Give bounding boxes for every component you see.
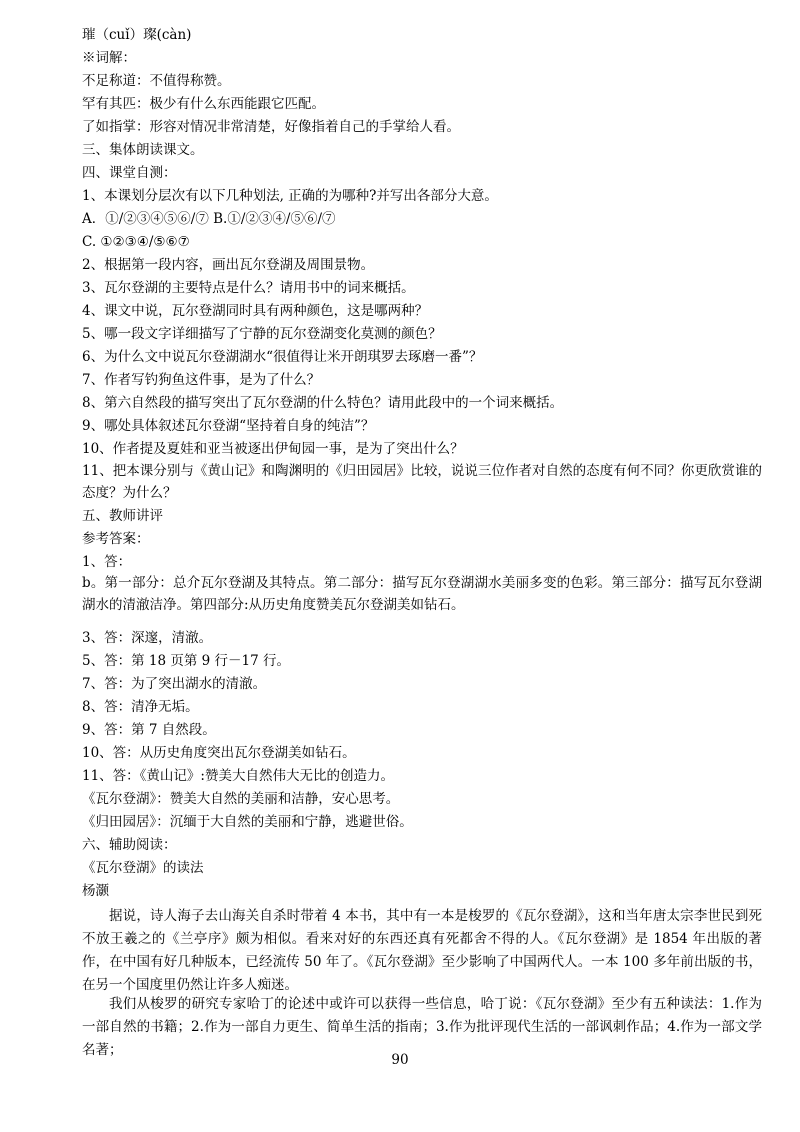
article-title: 《瓦尔登湖》的读法 [82,860,204,876]
vocab-heading: ※词解： [82,50,136,66]
question: 8、第六自然段的描写突出了瓦尔登湖的什么特色？请用此段中的一个词来概括。 [82,395,564,411]
question-11: 11、把本课分别与《黄山记》和陶渊明的《归田园居》比较，说说三位作者对自然的态度有何不同？你更欣赏谁的态度？为什么？ [82,463,762,501]
question: 6、为什么文中说瓦尔登湖湖水“很值得让米开朗琪罗去琢磨一番”？ [82,349,483,365]
answer-paragraph: b。第一部分：总介瓦尔登湖及其特点。第二部分：描写瓦尔登湖湖水美丽多变的色彩。第三部分：描写瓦尔登湖湖水的清澈洁净。第四部分:从历史角度赞美瓦尔登湖美如钻石。 [82,575,762,613]
vocab-item: 不足称道：不值得称赞。 [82,73,231,89]
vocab-item: 了如指掌：形容对情况非常清楚，好像指着自己的手掌给人看。 [82,119,460,135]
question-option: A．①/②③④⑤⑥/⑦ B.①/②③④/⑤⑥/⑦ [82,211,336,227]
article-author: 杨灏 [82,883,109,899]
answer: 11、答：《黄山记》:赞美大自然伟大无比的创造力。 [82,768,394,784]
question: 5、哪一段文字详细描写了宁静的瓦尔登湖变化莫测的颜色？ [82,326,442,342]
pinyin-line: 璀（cuǐ）璨(càn) [82,27,192,43]
page-number: 90 [391,1052,409,1068]
question: 10、作者提及夏娃和亚当被逐出伊甸园一事，是为了突出什么？ [82,441,464,457]
question: 4、课文中说，瓦尔登湖同时具有两种颜色，这是哪两种？ [82,303,429,319]
article-paragraph: 我们从梭罗的研究专家哈丁的论述中或许可以获得一些信息，哈丁说：《瓦尔登湖》至少有五种读法：1.作为一部自然的书籍；2.作为一部自力更生、简单生活的指南；3.作为批评现代生活的一部讽刺作品；4.作为一部文学名著； [82,996,762,1058]
vocab-item: 罕有其匹：极少有什么东西能跟它匹配。 [82,96,325,112]
answer: 1、答： [82,554,132,570]
answer: 《归田园居》：沉缅于大自然的美丽和宁静，逃避世俗。 [82,814,413,830]
question: 7、作者写钓狗鱼这件事，是为了什么？ [82,372,321,388]
section-heading: 五、教师讲评 [82,508,163,524]
section-heading: 四、课堂自测： [82,165,177,181]
answer: 10、答：从历史角度突出瓦尔登湖美如钻石。 [82,745,356,761]
answer: 5、答：第 18 页第 9 行－17 行。 [82,653,290,669]
question: 2、根据第一段内容，画出瓦尔登湖及周围景物。 [82,257,375,273]
question-option: C. ①②③④/⑤⑥⑦ [82,234,190,250]
question: 3、瓦尔登湖的主要特点是什么？请用书中的词来概括。 [82,280,415,296]
article-paragraph: 据说，诗人海子去山海关自杀时带着 4 本书，其中有一本是梭罗的《瓦尔登湖》，这和当年唐太宗李世民到死不放王羲之的《兰亭序》颇为相似。看来对好的东西还真有死都舍不得的人。《瓦尔登湖》是 1854 年出版的著作，在中国有好几种版本，已经流传 50 年了。《瓦尔登湖》至少影响了中国两代人。一本 100 多年前出版的书，在另一个国度里仍然让许多人痴迷。 [82,908,762,993]
answer: 8、答：清净无垢。 [82,699,199,715]
question: 1、本课划分层次有以下几种划法, 正确的为哪种?并写出各部分大意。 [82,188,498,204]
answers-heading: 参考答案： [82,531,150,547]
answer: 7、答：为了突出湖水的清澈。 [82,676,267,692]
answer: 3、答：深邃，清澈。 [82,630,213,646]
answer: 9、答：第 7 自然段。 [82,722,216,738]
section-heading: 三、集体朗读课文。 [82,142,204,158]
answer: 《瓦尔登湖》：赞美大自然的美丽和洁静，安心思考。 [82,791,400,807]
section-heading: 六、辅助阅读： [82,837,177,853]
question: 9、哪处具体叙述瓦尔登湖“坚持着自身的纯洁”？ [82,418,375,434]
